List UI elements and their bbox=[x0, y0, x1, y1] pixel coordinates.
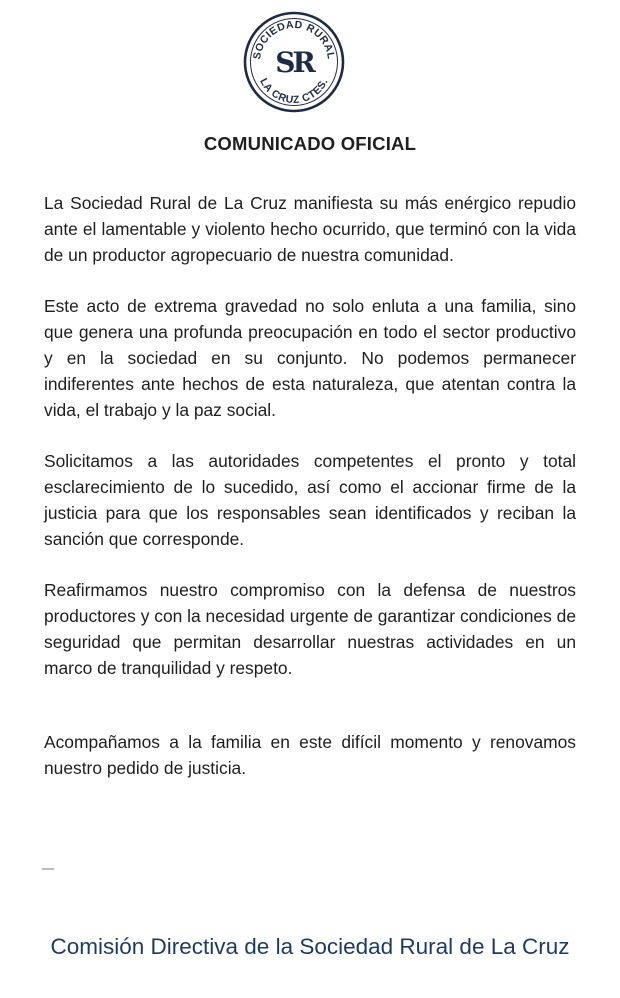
sociedad-rural-logo bbox=[240, 8, 348, 116]
page-title: COMUNICADO OFICIAL bbox=[203, 133, 417, 154]
seal-top-text: SOCIEDAD RURAL bbox=[251, 18, 337, 61]
paragraph-acompanamiento: Acompañamos a la familia en este difícil momento y renovamos nuestro pedido de justicia. bbox=[44, 732, 576, 778]
divider-dash bbox=[42, 868, 54, 870]
sociedad-rural-seal-icon bbox=[240, 8, 348, 116]
paragraph-compromiso: Reafirmamos nuestro compromiso con la defensa de nuestros productores y con la necesidad urgente de garantizar condiciones de seguridad que permitan desarrollar nuestras actividades en un marco de tranquilidad y respeto. bbox=[44, 580, 576, 678]
seal-bottom-text: LA CRUZ CTES. bbox=[257, 76, 331, 107]
paragraph-solicitud: Solicitamos a las autoridades competentes el pronto y total esclarecimiento de lo sucedido, así como el accionar firme de la justicia para que los responsables sean identificados y reciban la sanción que corresponde. bbox=[44, 451, 576, 549]
paragraph-gravedad: Este acto de extrema gravedad no solo enluta a una familia, sino que genera una profunda preocupación en todo el sector productivo y en la sociedad en su conjunto. No podemos permanecer indiferentes ante hechos de esta naturaleza, que atentan contra la vida, el trabajo y la paz social. bbox=[44, 296, 576, 420]
signature: Comisión Directiva de la Sociedad Rural de La Cruz bbox=[50, 934, 570, 959]
paragraph-repudio: La Sociedad Rural de La Cruz manifiesta su más enérgico repudio ante el lamentable y violento hecho ocurrido, que terminó con la vida de un productor agropecuario de nuestra comunidad. bbox=[44, 193, 576, 265]
seal-monogram: SR bbox=[275, 46, 313, 79]
statement-body bbox=[44, 190, 576, 806]
